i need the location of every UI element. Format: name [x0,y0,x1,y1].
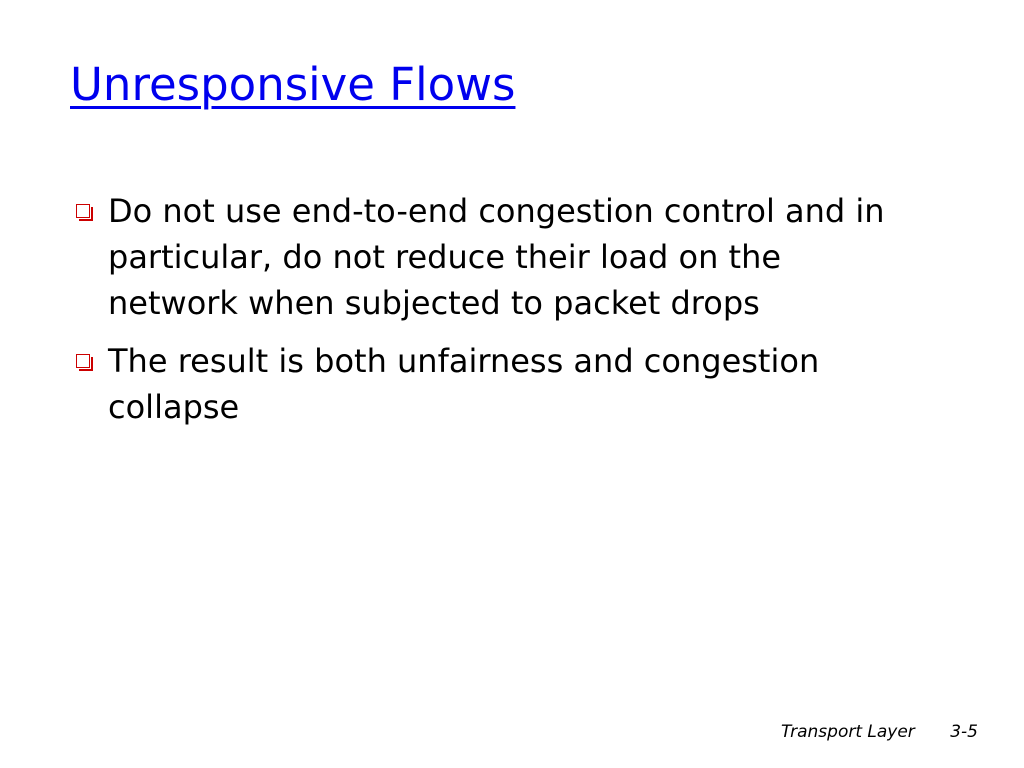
bullet-text: Do not use end-to-end congestion control and in particular, do not reduce their load on the network when subjected to packet drops [108,192,885,322]
slide-footer [781,722,978,742]
page-number: 3-5 [950,722,978,742]
list-item [76,188,916,326]
slide-title: Unresponsive Flows [70,58,516,111]
square-outline-bullet-icon [76,204,90,218]
list-item [76,338,916,430]
bullet-list [76,188,916,442]
footer-section: Transport Layer [781,722,915,742]
bullet-text: The result is both unfairness and congestion collapse [108,342,820,426]
square-outline-bullet-icon [76,354,90,368]
